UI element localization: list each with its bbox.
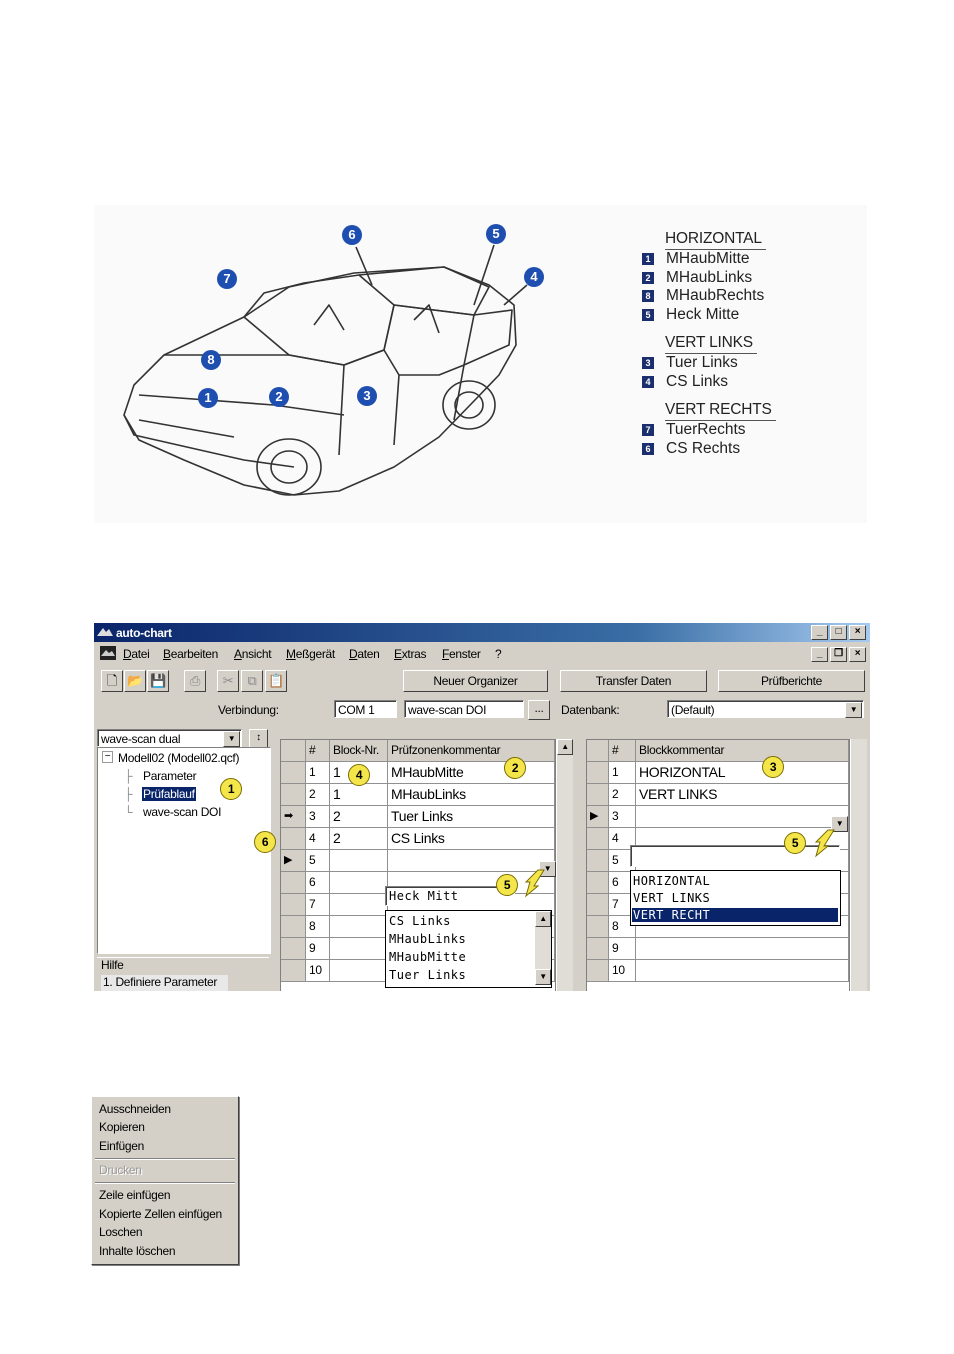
help-header: Hilfe [97,957,269,972]
callout-5: 5 [784,832,806,854]
zone-legend [634,230,864,468]
badge-7: 7 [217,269,237,289]
column-header[interactable]: Blockkommentar [636,740,849,762]
child-restore-button[interactable]: ❐ [830,647,847,662]
row-number[interactable]: 6 [306,872,330,894]
row-number[interactable]: 4 [306,828,330,850]
legend-heading: HORIZONTAL [665,230,766,250]
row-number[interactable]: 9 [306,938,330,960]
block-cell[interactable] [330,894,388,916]
badge-2: 2 [269,387,289,407]
datenbank-label: Datenbank: [561,703,620,717]
scroll-up-icon[interactable]: ▲ [535,911,551,927]
close-button[interactable]: × [849,625,866,640]
row-selector[interactable] [587,872,609,894]
column-header[interactable]: # [609,740,636,762]
dropdown-option[interactable]: VERT LINKS [633,891,711,905]
maximize-button[interactable]: □ [830,625,847,640]
menu-item-einfuegen[interactable]: Einfügen [99,1139,144,1153]
column-header[interactable]: Prüfzonenkommentar [388,740,555,762]
dropdown-option[interactable]: HORIZONTAL [633,874,711,888]
row-number[interactable]: 8 [609,916,636,938]
copy-icon[interactable]: ⧉ [241,670,263,692]
device-field[interactable]: wave-scan DOI [404,700,524,718]
row-selector[interactable] [281,894,306,916]
block-comment-cell[interactable]: HORIZONTAL [636,762,849,784]
menu-separator [95,1158,235,1160]
menu-separator [95,1182,235,1184]
block-comment-cell[interactable] [636,960,849,982]
tree-connector-icon: ├ [124,769,133,783]
menu-ansicht[interactable]: Ansicht [234,647,272,661]
badge-4: 4 [524,267,544,287]
row-number[interactable]: 2 [306,784,330,806]
row-selector[interactable] [281,828,306,850]
menu-item-drucken: Drucken [99,1163,142,1177]
row-number[interactable]: 5 [306,850,330,872]
chevron-down-icon[interactable]: ▼ [223,731,240,747]
verbindung-label: Verbindung: [218,703,279,717]
tree-item-wave-scan-doi[interactable]: wave-scan DOI [143,805,222,819]
row-selector[interactable] [587,894,609,916]
current-row-icon[interactable]: ▶ [281,850,306,872]
menu-bearbeiten[interactable]: Bearbeiten [163,647,219,661]
legend-item: 8 MHaubRechts [634,287,864,306]
child-minimize-button[interactable]: _ [811,647,828,662]
legend-item: 1 MHaubMitte [634,250,864,269]
callout-2: 2 [504,757,526,779]
child-close-button[interactable]: × [849,647,866,662]
callout-3: 3 [762,756,784,778]
row-number[interactable]: 4 [609,828,636,850]
block-cell[interactable]: 2 [330,828,388,850]
row-number[interactable]: 1 [306,762,330,784]
legend-item: 5 Heck Mitte [634,306,864,325]
comment-cell[interactable]: CS Links [388,828,555,850]
row-selector[interactable] [587,916,609,938]
row-number[interactable]: 1 [609,762,636,784]
tree-item-parameter[interactable]: Parameter [143,769,197,783]
auto-chart-window [94,623,870,991]
menu-extras[interactable]: Extras [394,647,427,661]
tree-item-pruefablauf[interactable]: Prüfablauf [143,787,195,801]
row-selector[interactable] [281,938,306,960]
badge-6: 6 [342,225,362,245]
window-title: auto-chart [116,626,172,640]
dropdown-option[interactable]: MHaubLinks [389,932,467,946]
zone-dropdown-list [385,910,552,988]
paste-icon[interactable]: 📋 [265,670,287,692]
row-selector[interactable] [281,960,306,982]
row-selector[interactable] [587,828,609,850]
row-number[interactable]: 3 [306,806,330,828]
row-number[interactable]: 2 [609,784,636,806]
pruefberichte-button[interactable]: Prüfberichte [718,670,865,692]
chevron-down-icon[interactable]: ▼ [539,861,556,877]
block-comment-cell[interactable]: VERT LINKS [636,784,849,806]
menu-item-ausschneiden[interactable]: Ausschneiden [99,1102,171,1116]
document-logo-icon [100,646,116,660]
menu-fenster[interactable]: Fenster [442,647,481,661]
dropdown-option[interactable]: CS Links [389,914,451,928]
row-selector[interactable] [587,960,609,982]
row-header-corner [281,740,306,762]
tree-connector-icon: └ [124,805,133,819]
legend-heading: VERT LINKS [665,334,757,354]
toolbar [94,667,870,695]
tree-root[interactable]: Modell02 (Modell02.qcf) [118,751,240,765]
row-number[interactable]: 7 [609,894,636,916]
transfer-daten-button[interactable]: Transfer Daten [560,670,707,692]
legend-item: 4 CS Links [634,373,864,392]
menu-daten[interactable]: Daten [349,647,380,661]
badge-5: 5 [486,224,506,244]
row-selector[interactable] [587,850,609,872]
arrow-icon [522,868,548,898]
browse-button[interactable]: ... [528,700,550,720]
block-cell[interactable] [330,872,388,894]
row-number[interactable]: 6 [609,872,636,894]
legend-group-vert-links [634,334,864,391]
legend-group-horizontal [634,230,864,324]
arrow-icon [812,828,838,858]
block-dropdown-list [630,870,841,926]
current-row-icon[interactable]: ▶ [587,806,609,828]
menu-item-kopierte-zellen-einfuegen[interactable]: Kopierte Zellen einfügen [99,1207,222,1221]
chevron-down-icon[interactable]: ▼ [845,702,862,718]
row-number[interactable]: 7 [306,894,330,916]
comment-cell[interactable]: MHaubLinks [388,784,555,806]
badge-8: 8 [201,350,221,370]
scroll-down-icon[interactable]: ▼ [535,969,551,985]
database-select[interactable] [667,700,864,718]
right-grid-scrollbar[interactable] [850,739,867,991]
help-step[interactable]: 1. Definiere Parameter [101,975,228,991]
device-combo-value: wave-scan dual [101,732,181,746]
car-figure [94,205,867,523]
row-number[interactable]: 10 [609,960,636,982]
menu-bar [94,643,870,663]
row-number[interactable]: 3 [609,806,636,828]
column-header[interactable]: Block-Nr. [330,740,388,762]
badge-1: 1 [198,388,218,408]
legend-group-vert-rechts [634,401,864,458]
row-selector[interactable] [281,872,306,894]
model-tree [97,747,271,954]
comment-cell[interactable]: Tuer Links [388,806,555,828]
callout-4: 4 [348,764,370,786]
row-number[interactable]: 10 [306,960,330,982]
block-comment-cell[interactable] [636,806,849,828]
row-selector[interactable] [587,784,609,806]
menu-help[interactable]: ? [495,647,502,661]
block-cell[interactable]: 1 [330,762,388,784]
scroll-up-icon[interactable]: ▲ [557,739,573,755]
block-comment-cell[interactable] [636,938,849,960]
neuer-organizer-button[interactable]: Neuer Organizer [403,670,548,692]
block-cell[interactable]: 2 [330,806,388,828]
block-cell[interactable] [330,850,388,872]
block-cell[interactable] [330,916,388,938]
sort-button[interactable]: ↕ [249,729,268,749]
row-header-corner [587,740,609,762]
left-grid-scrollbar[interactable] [556,739,573,991]
row-selector[interactable] [281,762,306,784]
badge-3: 3 [357,386,377,406]
port-field[interactable]: COM 1 [334,700,397,718]
app-logo-icon [97,626,113,638]
row-selector[interactable] [587,762,609,784]
legend-item: 3 Tuer Links [634,354,864,373]
cell-editor[interactable]: Heck Mitt [385,886,515,906]
collapse-icon[interactable]: − [102,751,113,763]
block-cell-editor[interactable] [630,845,840,867]
row-number[interactable]: 5 [609,850,636,872]
callout-5: 5 [496,874,518,896]
new-file-icon[interactable]: 🗋 [101,670,123,692]
dropdown-option-selected[interactable]: VERT RECHT [632,908,838,922]
cut-icon[interactable]: ✂ [217,670,239,692]
callout-6: 6 [254,831,276,853]
menu-messgeraet[interactable]: Meßgerät [286,647,335,661]
menu-item-inhalte-loeschen[interactable]: Inhalte löschen [99,1244,176,1258]
block-cell[interactable] [330,960,388,982]
menu-item-kopieren[interactable]: Kopieren [99,1120,145,1134]
title-bar[interactable] [94,623,870,642]
legend-item: 2 MHaubLinks [634,269,864,288]
save-icon[interactable]: 💾 [147,670,169,692]
dropdown-scrollbar[interactable] [534,911,551,985]
comment-cell[interactable]: MHaubMitte [388,762,555,784]
device-combo[interactable] [97,729,242,747]
menu-item-loschen[interactable]: Loschen [99,1225,143,1239]
row-selector[interactable] [281,784,306,806]
dropdown-option[interactable]: MHaubMitte [389,950,467,964]
row-number[interactable]: 9 [609,938,636,960]
column-header[interactable]: # [306,740,330,762]
minimize-button[interactable]: _ [811,625,828,640]
callout-1: 1 [220,778,242,800]
row-number[interactable]: 8 [306,916,330,938]
menu-datei[interactable]: Datei [123,647,150,661]
block-cell[interactable] [330,938,388,960]
open-folder-icon[interactable]: 📂 [124,670,146,692]
row-selector[interactable] [281,916,306,938]
menu-item-zeile-einfuegen[interactable]: Zeile einfügen [99,1188,171,1202]
legend-item: 7 TuerRechts [634,421,864,440]
row-selector[interactable] [587,938,609,960]
database-value: (Default) [671,703,715,717]
tree-connector-icon: ├ [124,787,133,801]
arrow-right-icon[interactable]: ➡ [281,806,306,828]
dropdown-option[interactable]: Tuer Links [389,968,467,982]
block-cell[interactable]: 1 [330,784,388,806]
legend-item: 6 CS Rechts [634,440,864,459]
print-icon[interactable]: ⎙ [184,670,206,692]
context-menu [91,1096,239,1265]
chevron-down-icon[interactable]: ▼ [831,816,848,832]
legend-heading: VERT RECHTS [665,401,776,421]
